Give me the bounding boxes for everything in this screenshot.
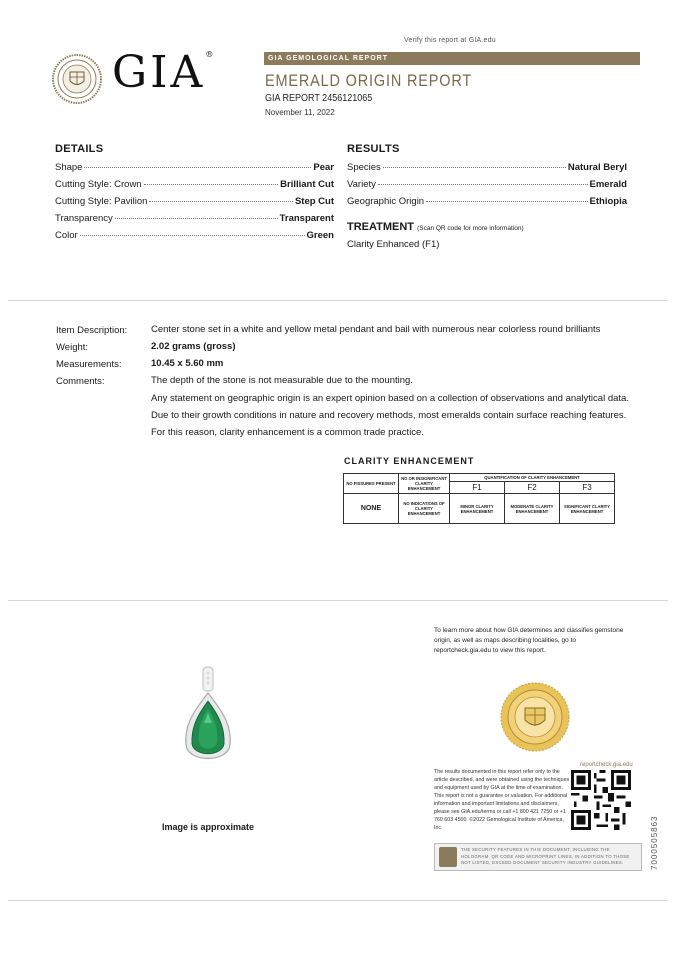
result-row-origin: Geographic Origin Ethiopia	[347, 196, 627, 207]
security-features-box	[434, 843, 642, 871]
serial-number: 7000505863	[650, 815, 659, 870]
clarity-title: CLARITY ENHANCEMENT	[344, 456, 475, 466]
fold-divider	[8, 600, 668, 601]
item-description-label: Item Description:	[56, 325, 128, 336]
weight-value: 2.02 grams (gross)	[151, 341, 236, 352]
report-date: November 11, 2022	[265, 108, 335, 117]
results-heading: RESULTS	[347, 143, 400, 155]
comments-label: Comments:	[56, 376, 105, 387]
detail-row-shape: Shape Pear	[55, 162, 334, 173]
report-title: EMERALD ORIGIN REPORT	[265, 71, 473, 90]
image-approximate-note: Image is approximate	[162, 822, 255, 832]
clarity-moderate: MODERATE CLARITY ENHANCEMENT	[505, 494, 560, 524]
measurements-value: 10.45 x 5.60 mm	[151, 358, 224, 369]
clarity-f2: F2	[505, 482, 560, 494]
verify-link[interactable]: Verify this report at GIA.edu	[404, 37, 496, 44]
comment-mounting: The depth of the stone is not measurable due to the mounting.	[151, 375, 413, 386]
clarity-none-value: NONE	[344, 494, 399, 524]
detail-row-pavilion: Cutting Style: Pavilion Step Cut	[55, 196, 334, 207]
treatment-value: Clarity Enhanced (F1)	[347, 239, 440, 250]
result-row-variety: Variety Emerald	[347, 179, 627, 190]
result-row-species: Species Natural Beryl	[347, 162, 627, 173]
qr-code[interactable]	[571, 770, 631, 830]
clarity-col-none: NO FISSURES PRESENT	[344, 474, 399, 494]
fold-divider	[8, 300, 668, 301]
clarity-col-quant: QUANTIFICATION OF CLARITY ENHANCEMENT	[450, 474, 615, 482]
clarity-table	[343, 473, 615, 524]
clarity-f1: F1	[450, 482, 505, 494]
clarity-f3: F3	[560, 482, 615, 494]
security-text: THE SECURITY FEATURES IN THIS DOCUMENT, INCLUDING THE HOLOGRAM, QR CODE AND MICROPRINT LINES, IN ADDITION TO THOSE NOT LISTED, EXCEED DOCUMENT SECURITY INDUSTRY GUIDELINES.	[461, 847, 630, 865]
report-number: GIA REPORT 2456121065	[265, 93, 373, 104]
pendant-image	[178, 665, 238, 775]
detail-row-color: Color Green	[55, 230, 334, 241]
clarity-no-indications: NO INDICATIONS OF CLARITY ENHANCEMENT	[399, 494, 450, 524]
bottom-divider	[8, 900, 668, 901]
hologram-lock-icon	[439, 847, 457, 867]
learn-more-text: To learn more about how GIA determines and classifies gemstone origin, as well as maps describing localities, go to reportcheck.gia.edu to view this report.	[434, 627, 624, 654]
measurements-label: Measurements:	[56, 359, 122, 370]
reportcheck-link[interactable]: reportcheck.gia.edu	[580, 762, 633, 768]
gold-seal-icon	[500, 682, 570, 752]
details-heading: DETAILS	[55, 143, 104, 155]
weight-label: Weight:	[56, 342, 89, 353]
item-description: Center stone set in a white and yellow metal pendant and bail with numerous near colorless round brilliants	[151, 324, 601, 335]
report-band: GIA GEMOLOGICAL REPORT	[264, 52, 640, 65]
comment-origin: Any statement on geographic origin is an expert opinion based on a collection of observations and analytical data. Due to their growth conditions in nature and recovery methods, most emeralds contain surface reaching features. For this reason, clarity enhancement is a common trade practice.	[151, 393, 629, 438]
clarity-minor: MINOR CLARITY ENHANCEMENT	[450, 494, 505, 524]
gia-logo: GIA®	[112, 47, 214, 98]
clarity-significant: SIGNIFICANT CLARITY ENHANCEMENT	[560, 494, 615, 524]
detail-row-crown: Cutting Style: Crown Brilliant Cut	[55, 179, 334, 190]
gia-seal-icon	[52, 54, 102, 104]
clarity-col-insignificant: NO OR INSIGNIFICANT CLARITY ENHANCEMENT	[399, 474, 450, 494]
treatment-heading: TREATMENT (Scan QR code for more information)	[347, 221, 524, 233]
detail-row-transparency: Transparency Transparent	[55, 213, 334, 224]
disclaimer-text: The results documented in this report refer only to the article described, and were obtained using the techniques and equipment used by GIA at the time of examination. This report is not a guarantee or valuation. For additional information and important limitations and disclaimers, please see GIA.edu/terms or call +1 800 421 7250 or +1 760 603 4500. ©2022 Gemological Institute of America, Inc.	[434, 769, 570, 831]
